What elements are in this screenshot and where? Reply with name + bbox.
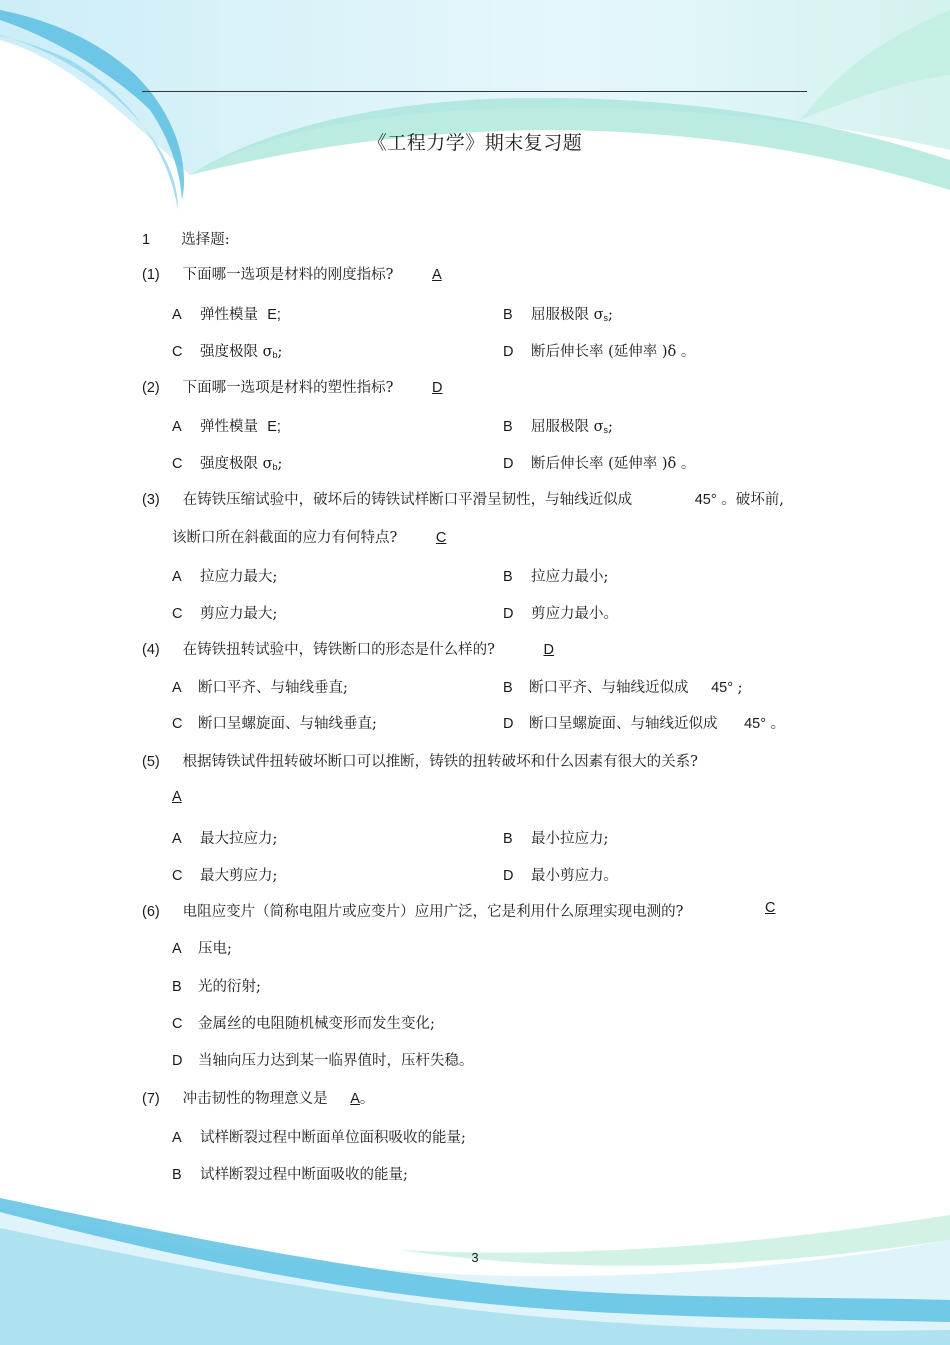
option-c	[172, 452, 282, 473]
option-tail: ;	[277, 456, 283, 472]
option-b	[172, 1163, 408, 1184]
option-b	[503, 565, 608, 586]
option-letter: A	[172, 419, 182, 435]
question-answer: D	[432, 380, 443, 396]
option-symbol: E;	[267, 307, 281, 323]
option-a	[172, 1126, 466, 1147]
option-d	[172, 1049, 474, 1070]
option-b	[172, 975, 261, 996]
option-letter: D	[503, 868, 514, 884]
option-d	[503, 602, 618, 623]
option-letter: C	[172, 344, 183, 360]
option-letter: D	[503, 606, 514, 622]
question-text: 在铸铁扭转试验中，铸铁断口的形态是什么样的?	[182, 642, 495, 658]
option-text: 最大剪应力;	[200, 868, 278, 884]
option-c	[172, 712, 377, 733]
question-text: 根据铸铁试件扭转破坏断口可以推断，铸铁的扭转破坏和什么因素有很大的关系?	[182, 754, 698, 770]
option-text: 最大拉应力;	[200, 831, 278, 847]
option-c	[172, 864, 277, 885]
question-text-tail: 。破坏前,	[721, 492, 784, 508]
option-letter: B	[503, 419, 513, 435]
option-text: 最小拉应力;	[531, 831, 609, 847]
question-3-continuation	[172, 526, 446, 547]
question-answer: A	[432, 267, 442, 283]
question-5	[142, 750, 698, 771]
option-subscript: b	[272, 350, 278, 360]
option-tail: ;	[277, 344, 283, 360]
option-a	[172, 303, 281, 324]
option-subscript: b	[272, 462, 278, 472]
option-text: 剪应力最小。	[531, 606, 618, 622]
option-text: 断后伸长率 (延伸率 )δ 。	[531, 344, 696, 360]
question-6	[142, 900, 683, 921]
option-b	[503, 303, 613, 324]
question-text: 下面哪一选项是材料的塑性指标?	[182, 380, 394, 396]
question-6-answer	[765, 900, 775, 916]
option-symbol: E;	[267, 419, 281, 435]
option-letter: D	[503, 456, 514, 472]
option-letter: D	[503, 716, 514, 732]
option-c	[172, 602, 277, 623]
question-text: 下面哪一选项是材料的刚度指标?	[182, 267, 394, 283]
question-2	[142, 376, 442, 397]
option-letter: A	[172, 941, 182, 957]
option-letter: B	[172, 1167, 182, 1183]
question-number: (3)	[142, 492, 160, 508]
option-text: 断口平齐、与轴线近似成	[529, 680, 689, 696]
question-number: (5)	[142, 754, 160, 770]
option-a	[172, 827, 277, 848]
option-text: 断口呈螺旋面、与轴线近似成	[529, 716, 718, 732]
question-3	[142, 488, 784, 509]
angle-value: 45°	[744, 716, 767, 732]
question-number: (7)	[142, 1091, 160, 1107]
option-letter: A	[172, 680, 182, 696]
page-number: 3	[471, 1250, 479, 1265]
option-c	[172, 1012, 435, 1033]
option-subscript: s	[603, 425, 609, 435]
option-text: 光的衍射;	[198, 979, 261, 995]
option-letter: B	[503, 569, 513, 585]
question-number: (2)	[142, 380, 160, 396]
option-text: 压电;	[198, 941, 232, 957]
option-text: 强度极限 σ	[200, 344, 273, 360]
question-text: 冲击韧性的物理意义是	[182, 1091, 328, 1107]
option-subscript: s	[603, 313, 609, 323]
option-letter: A	[172, 831, 182, 847]
question-answer: A	[172, 789, 182, 805]
option-text: 弹性模量	[200, 419, 258, 435]
page-title: 《工程力学》期末复习题	[367, 132, 583, 154]
question-5-answer-line	[172, 789, 182, 805]
option-text: 金属丝的电阻随机械变形而发生变化;	[198, 1016, 435, 1032]
question-text: 该断口所在斜截面的应力有何特点?	[172, 530, 398, 546]
option-b	[503, 827, 608, 848]
option-a	[172, 415, 281, 436]
section-heading	[142, 228, 230, 249]
option-text: 强度极限 σ	[200, 456, 273, 472]
option-text: 弹性模量	[200, 307, 258, 323]
option-a	[172, 565, 277, 586]
option-d	[503, 452, 695, 473]
option-letter: D	[172, 1053, 183, 1069]
question-4	[142, 638, 554, 659]
question-number: (4)	[142, 642, 160, 658]
option-letter: B	[172, 979, 182, 995]
option-text: 屈服极限 σ	[531, 307, 604, 323]
option-c	[172, 340, 282, 361]
option-text: 剪应力最大;	[200, 606, 278, 622]
option-d	[503, 340, 695, 361]
option-d	[503, 864, 618, 885]
option-a	[172, 676, 348, 697]
option-text: 试样断裂过程中断面单位面积吸收的能量;	[200, 1130, 466, 1146]
option-letter: A	[172, 307, 182, 323]
angle-value: 45°	[694, 492, 717, 508]
option-letter: C	[172, 868, 183, 884]
option-b	[503, 676, 743, 697]
option-text: 拉应力最大;	[200, 569, 278, 585]
option-tail: ;	[737, 680, 743, 696]
option-text: 最小剪应力。	[531, 868, 618, 884]
question-text: 在铸铁压缩试验中，破坏后的铸铁试样断口平滑呈韧性，与轴线近似成	[182, 492, 633, 508]
option-letter: C	[172, 456, 183, 472]
option-b	[503, 415, 613, 436]
option-letter: B	[503, 307, 513, 323]
section-number: 1	[142, 232, 151, 248]
option-letter: C	[172, 716, 183, 732]
question-number: (6)	[142, 904, 160, 920]
question-7	[142, 1087, 374, 1108]
option-text: 当轴向压力达到某一临界值时，压杆失稳。	[198, 1053, 474, 1069]
option-letter: A	[172, 1130, 182, 1146]
question-answer: D	[543, 642, 554, 658]
option-tail: ;	[608, 307, 613, 323]
option-text: 屈服极限 σ	[531, 419, 604, 435]
option-d	[503, 712, 785, 733]
angle-value: 45°	[711, 680, 734, 696]
question-text: 电阻应变片（简称电阻片或应变片）应用广泛，它是利用什么原理实现电测的?	[182, 904, 684, 920]
question-1	[142, 263, 442, 284]
option-a	[172, 937, 232, 958]
option-letter: B	[503, 680, 513, 696]
option-letter: A	[172, 569, 182, 585]
answer-tail: 。	[359, 1091, 375, 1107]
option-letter: C	[172, 1016, 183, 1032]
option-text: 拉应力最小;	[531, 569, 609, 585]
header-rule	[142, 91, 807, 92]
section-label: 选择题:	[181, 232, 230, 248]
option-letter: C	[172, 606, 183, 622]
question-answer: A	[350, 1091, 360, 1107]
question-answer: C	[435, 530, 447, 546]
option-text: 试样断裂过程中断面吸收的能量;	[200, 1167, 408, 1183]
option-text: 断后伸长率 (延伸率 )δ 。	[531, 456, 696, 472]
question-answer: C	[765, 900, 776, 916]
option-letter: B	[503, 831, 513, 847]
option-text: 断口呈螺旋面、与轴线垂直;	[198, 716, 377, 732]
option-letter: D	[503, 344, 514, 360]
question-number: (1)	[142, 267, 160, 283]
option-text: 断口平齐、与轴线垂直;	[198, 680, 348, 696]
option-tail: ;	[608, 419, 613, 435]
option-tail: 。	[770, 716, 786, 732]
